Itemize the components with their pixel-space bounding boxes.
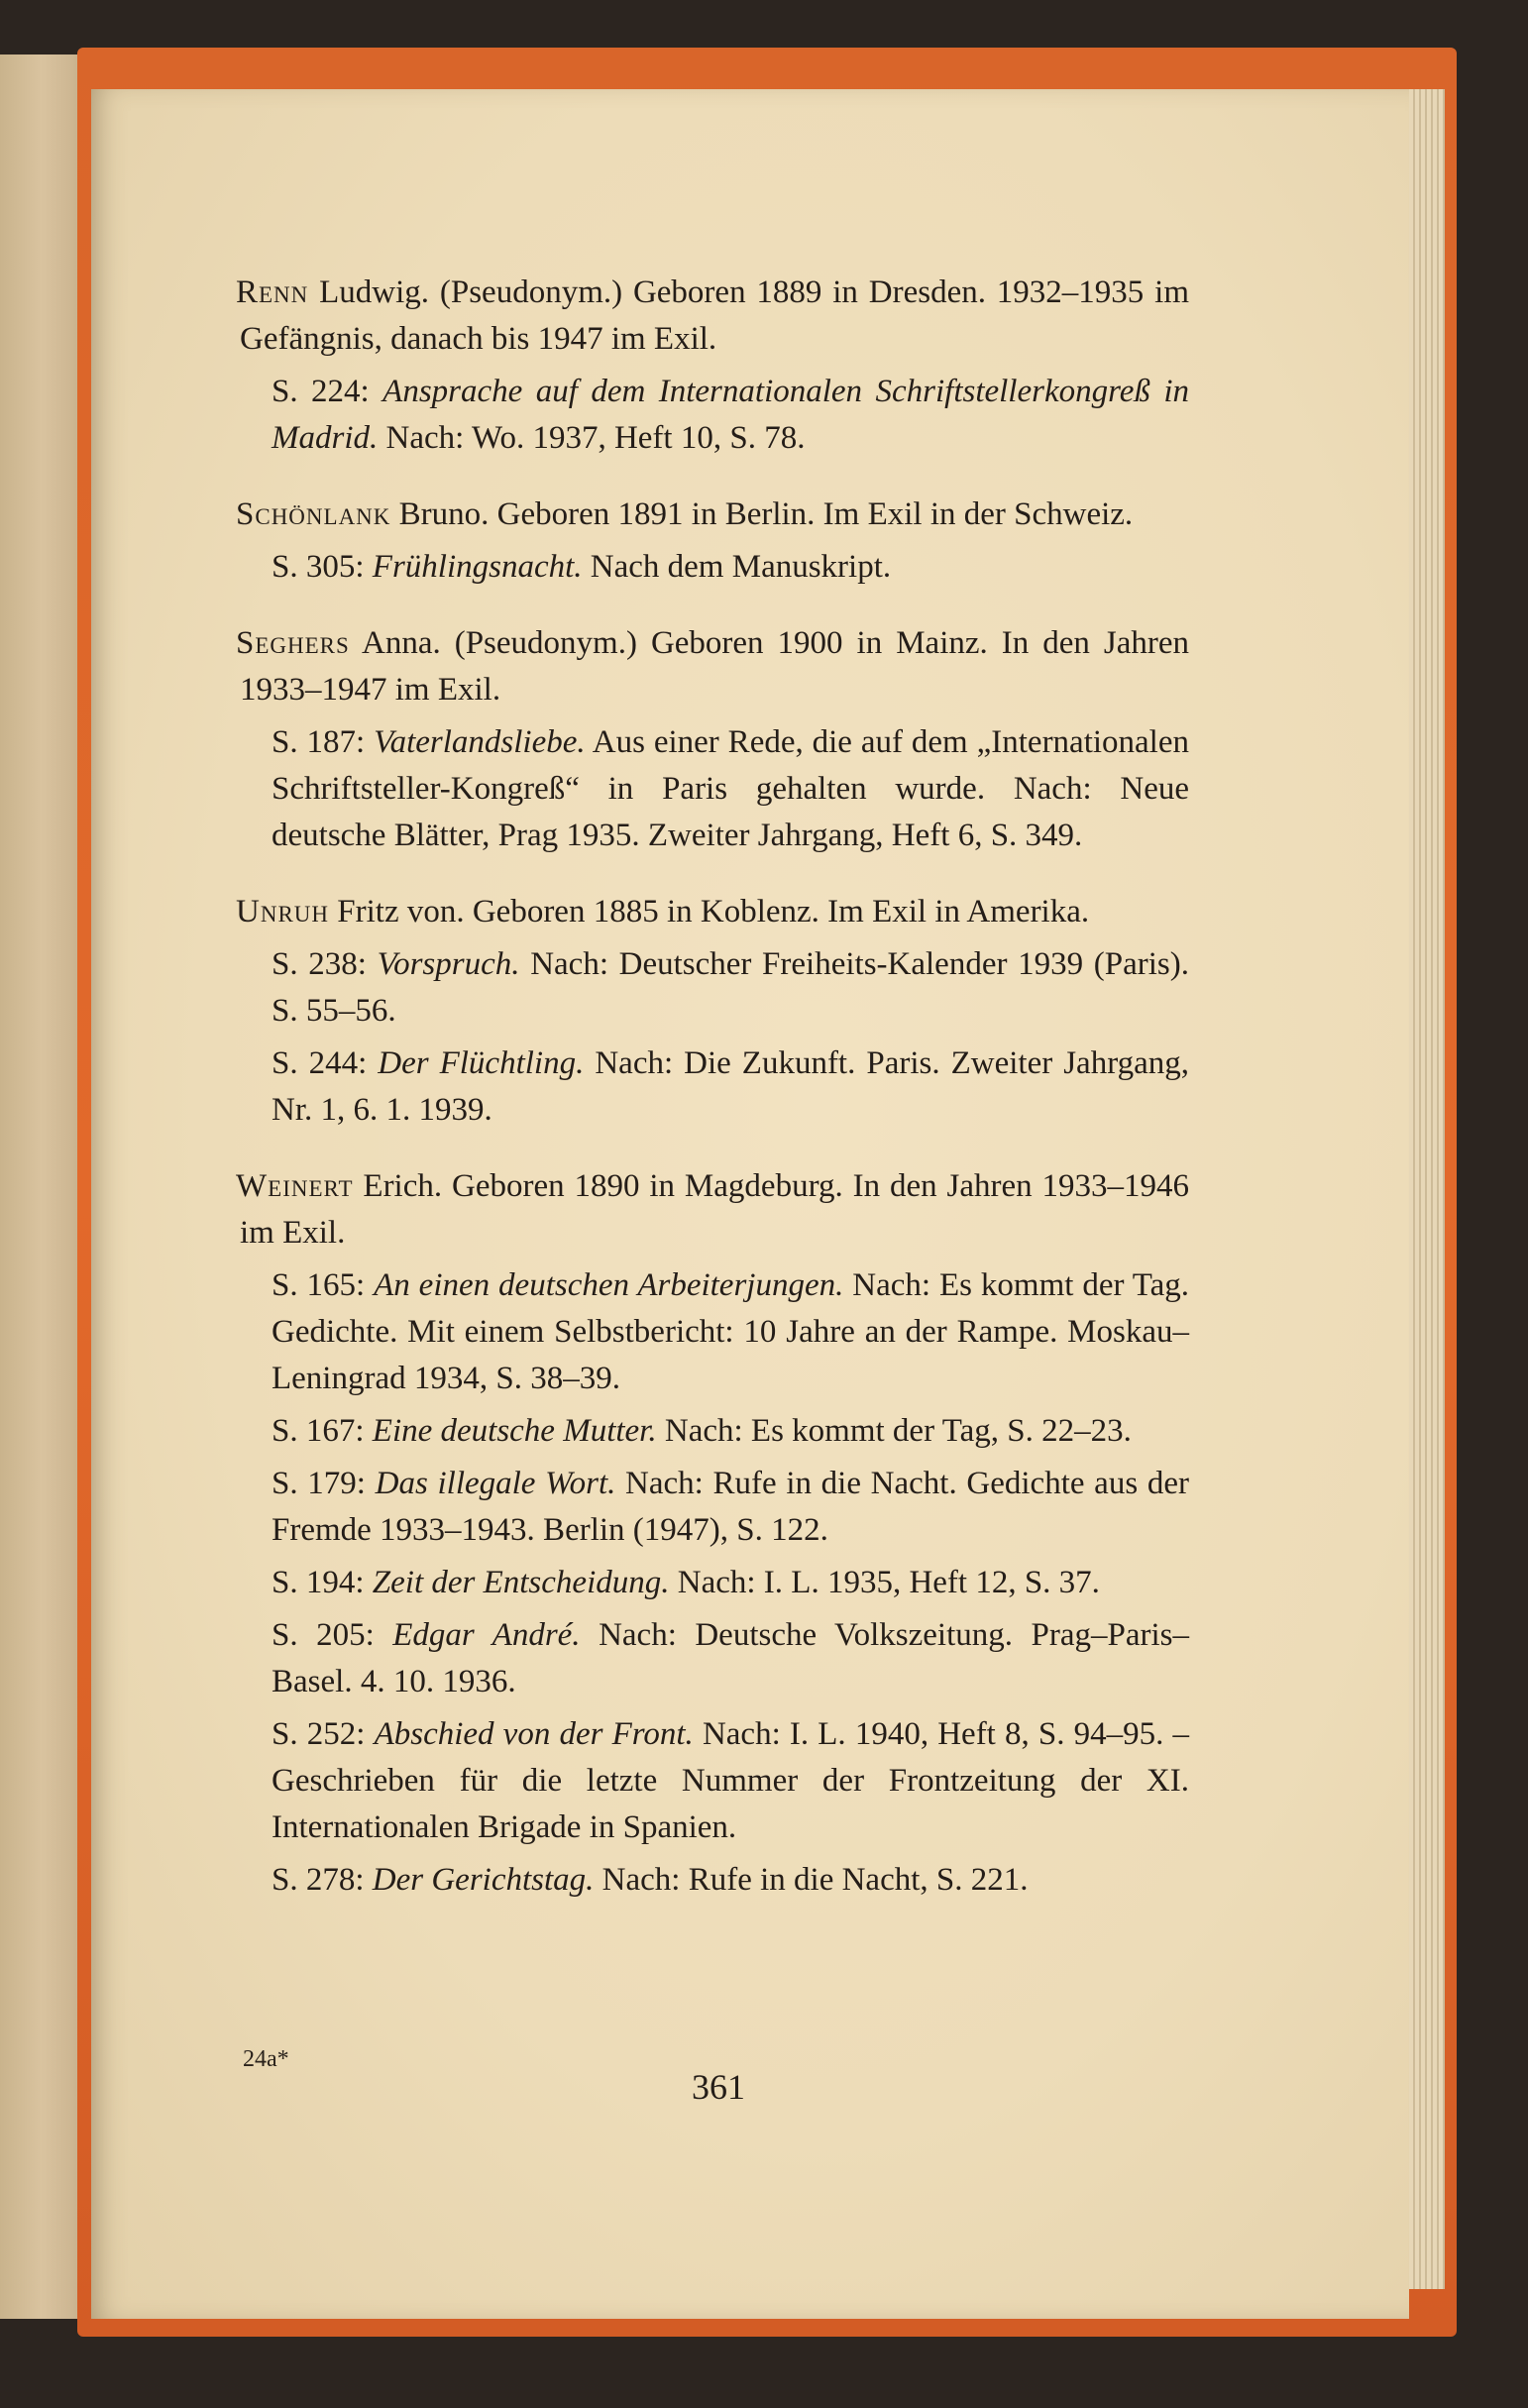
work-page: S. 278:	[272, 1862, 365, 1898]
work-source: Nach: Wo. 1937, Heft 10, S. 78.	[385, 420, 806, 456]
work-page: S. 305:	[272, 549, 365, 585]
work-source: Nach: Rufe in die Nacht, S. 221.	[601, 1862, 1029, 1898]
work-source: Nach: I. L. 1940, Heft 8, S. 94–95. – Geschrieben für die letzte Nummer der Frontzeitung der XI. Internationalen Brigade in Spanien.	[272, 1716, 1190, 1845]
author-name: Unruh	[236, 894, 330, 930]
work-source: Aus einer Rede, die auf dem „Internationalen Schriftsteller-Kongreß“ in Paris gehalten wurde. Nach: Neue deutsche Blätter, Prag 1935. Zweiter Jahrgang, Heft 6, S. 349.	[272, 724, 1190, 853]
work-title: Zeit der Entscheidung.	[372, 1565, 670, 1600]
work-page: S. 238:	[272, 946, 367, 982]
author-entry-schoenlank	[236, 492, 1189, 591]
work-title: Der Gerichtstag.	[372, 1862, 595, 1898]
author-bio: Erich. Geboren 1890 in Magdeburg. In den Jahren 1933–1946 im Exil.	[240, 1168, 1189, 1251]
work-source: Nach dem Manuskript.	[590, 549, 892, 585]
work-item	[240, 1711, 1189, 1851]
work-title: Das illegale Wort.	[375, 1466, 616, 1501]
author-name: Renn	[236, 274, 309, 310]
work-title: Eine deutsche Mutter.	[372, 1413, 657, 1449]
work-page: S. 167:	[272, 1413, 365, 1449]
work-source: Nach: Deutscher Freiheits-Kalender 1939 (Paris). S. 55–56.	[272, 946, 1190, 1029]
author-entry-weinert	[236, 1163, 1190, 1904]
work-source: Nach: I. L. 1935, Heft 12, S. 37.	[677, 1565, 1100, 1600]
work-source: Nach: Es kommt der Tag. Gedichte. Mit einem Selbstbericht: 10 Jahre an der Rampe. Moskau–Leningrad 1934, S. 38–39.	[272, 1267, 1190, 1396]
work-item	[240, 941, 1189, 1035]
author-line	[236, 889, 1189, 935]
author-entry-unruh	[236, 889, 1190, 1134]
text-block	[236, 270, 1190, 1933]
author-bio: Anna. (Pseudonym.) Geboren 1900 in Mainz. In den Jahren 1933–1947 im Exil.	[240, 625, 1189, 708]
work-item	[240, 1461, 1189, 1554]
work-item	[240, 1408, 1189, 1455]
work-item	[240, 1857, 1189, 1904]
page-number: 361	[692, 2067, 745, 2107]
work-page: S. 194:	[272, 1565, 365, 1600]
work-source: Nach: Rufe in die Nacht. Gedichte aus der Fremde 1933–1943. Berlin (1947), S. 122.	[272, 1466, 1189, 1548]
work-item	[240, 1560, 1189, 1606]
work-page: S. 252:	[272, 1716, 366, 1752]
work-title: An einen deutschen Arbeiterjungen.	[374, 1267, 844, 1303]
author-line	[236, 270, 1189, 363]
work-title: Edgar André.	[392, 1617, 581, 1653]
work-item	[240, 1612, 1189, 1705]
work-page: S. 187:	[272, 724, 366, 760]
signature-mark: 24a*	[243, 2046, 289, 2072]
work-page: S. 165:	[272, 1267, 366, 1303]
work-item	[240, 1262, 1189, 1402]
author-entry-renn	[236, 270, 1189, 462]
author-bio: Fritz von. Geboren 1885 in Koblenz. Im Exil in Amerika.	[329, 894, 1090, 930]
work-item	[240, 1040, 1189, 1134]
author-name: Seghers	[236, 625, 350, 661]
author-entry-seghers	[236, 620, 1190, 859]
author-line	[236, 492, 1189, 538]
author-name: Schönlank	[236, 496, 391, 532]
work-title: Frühlingsnacht.	[372, 549, 583, 585]
work-title: Der Flüchtling.	[378, 1045, 585, 1081]
work-source: Nach: Die Zukunft. Paris. Zweiter Jahrgang, Nr. 1, 6. 1. 1939.	[272, 1045, 1189, 1128]
work-item	[240, 544, 1189, 591]
work-source: Nach: Deutsche Volkszeitung. Prag–Paris–Basel. 4. 10. 1936.	[272, 1617, 1189, 1699]
work-source: Nach: Es kommt der Tag, S. 22–23.	[664, 1413, 1132, 1449]
author-name: Weinert	[236, 1168, 354, 1204]
work-title: Ansprache auf dem Internationalen Schriftstellerkongreß in Madrid.	[272, 374, 1189, 456]
work-title: Vorspruch.	[377, 946, 520, 982]
work-item	[240, 369, 1189, 462]
work-title: Vaterlandsliebe.	[374, 724, 586, 760]
author-bio: Ludwig. (Pseudonym.) Geboren 1889 in Dresden. 1932–1935 im Gefängnis, danach bis 1947 im Exil.	[240, 274, 1189, 357]
work-title: Abschied von der Front.	[374, 1716, 694, 1752]
work-page: S. 205:	[272, 1617, 375, 1653]
author-bio: Bruno. Geboren 1891 in Berlin. Im Exil in der Schweiz.	[390, 496, 1134, 532]
work-page: S. 179:	[272, 1466, 366, 1501]
work-page: S. 244:	[272, 1045, 368, 1081]
work-item	[240, 719, 1189, 859]
author-line	[236, 1163, 1189, 1257]
work-page: S. 224:	[272, 374, 370, 409]
author-line	[236, 620, 1189, 713]
